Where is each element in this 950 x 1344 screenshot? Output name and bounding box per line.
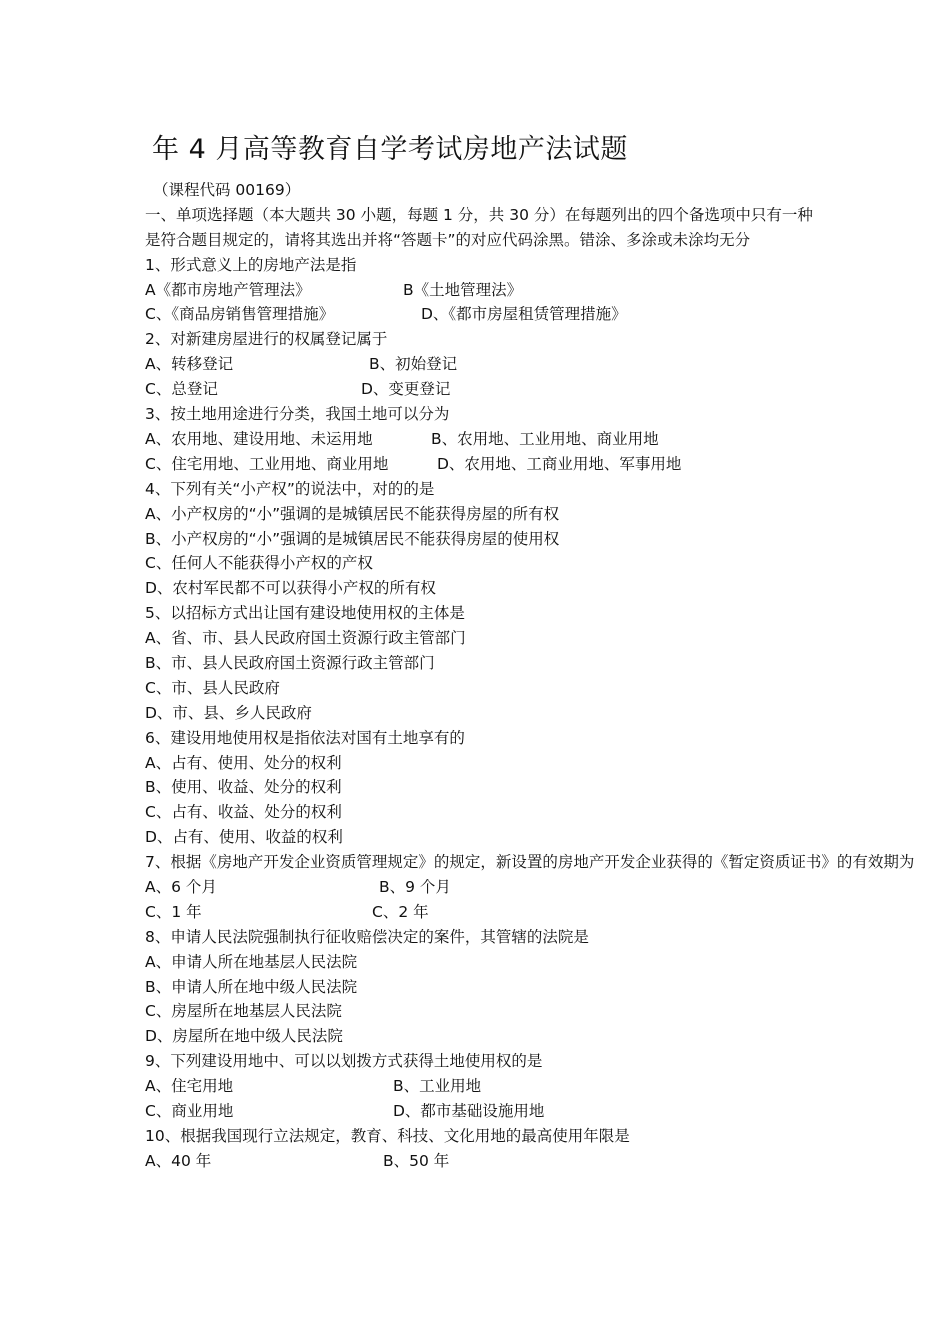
option-text: C、2 年 <box>372 902 429 921</box>
question-block <box>145 1124 815 1174</box>
question-block <box>145 726 815 850</box>
option-row <box>145 1074 815 1099</box>
option-row <box>145 975 815 1000</box>
question-block <box>145 477 815 601</box>
option-text: D、房屋所在地中级人民法院 <box>145 1027 343 1046</box>
question-stem: 2、对新建房屋进行的权属登记属于 <box>145 330 388 349</box>
option-row <box>145 1024 815 1049</box>
option-text: B、9 个月 <box>379 877 451 896</box>
option-text: A、转移登记 <box>145 355 234 374</box>
option-row <box>145 775 815 800</box>
option-row <box>145 278 815 303</box>
option-text: A、申请人所在地基层人民法院 <box>145 952 358 971</box>
option-text: B、工业用地 <box>393 1077 482 1096</box>
option-row <box>145 1149 815 1174</box>
option-text: C、商业用地 <box>145 1101 234 1120</box>
option-text: B、小产权房的“小”强调的是城镇居民不能获得房屋的使用权 <box>145 529 560 548</box>
option-text: A、6 个月 <box>145 877 217 896</box>
option-text: D、《都市房屋租赁管理措施》 <box>421 305 627 324</box>
option-text: C、总登记 <box>145 380 218 399</box>
question-stem: 7、根据《房地产开发企业资质管理规定》的规定，新设置的房地产开发企业获得的《暂定资质证书》的有效期为 <box>145 853 915 872</box>
question-stem: 9、下列建设用地中、可以以划拨方式获得土地使用权的是 <box>145 1052 543 1071</box>
option-text: B、农用地、工业用地、商业用地 <box>431 429 659 448</box>
question-block <box>145 601 815 725</box>
question-stem: 10、根据我国现行立法规定，教育、科技、文化用地的最高使用年限是 <box>145 1126 630 1145</box>
option-row <box>145 527 815 552</box>
option-row <box>145 452 815 477</box>
option-text: D、占有、使用、收益的权利 <box>145 828 343 847</box>
option-row <box>145 950 815 975</box>
option-row <box>145 900 815 925</box>
option-row <box>145 427 815 452</box>
option-row <box>145 352 815 377</box>
option-row <box>145 626 815 651</box>
option-text: B、初始登记 <box>369 355 458 374</box>
question-block <box>145 253 815 328</box>
option-text: A、农用地、建设用地、未运用地 <box>145 429 373 448</box>
option-text: A、占有、使用、处分的权利 <box>145 753 342 772</box>
question-stem: 5、以招标方式出让国有建设地使用权的主体是 <box>145 604 465 623</box>
page-title: 年 4 月高等教育自学考试房地产法试题 <box>152 134 628 165</box>
option-text: A《都市房地产管理法》 <box>145 280 311 299</box>
option-text: C、房屋所在地基层人民法院 <box>145 1002 342 1021</box>
option-text: D、市、县、乡人民政府 <box>145 703 312 722</box>
option-text: A、小产权房的“小”强调的是城镇居民不能获得房屋的所有权 <box>145 504 560 523</box>
option-text: A、省、市、县人民政府国土资源行政主管部门 <box>145 629 466 648</box>
option-text: B《土地管理法》 <box>403 280 523 299</box>
option-text: D、农用地、工商业用地、军事用地 <box>437 454 682 473</box>
question-block <box>145 850 915 925</box>
question-stem: 8、申请人民法院强制执行征收赔偿决定的案件，其管辖的法院是 <box>145 927 589 946</box>
option-row <box>145 875 815 900</box>
option-row <box>145 1099 815 1124</box>
option-text: C、住宅用地、工业用地、商业用地 <box>145 454 389 473</box>
option-text: C、1 年 <box>145 902 202 921</box>
section-header: 一、单项选择题（本大题共 30 小题，每题 1 分，共 30 分）在每题列出的四个备选项中只有一种是符合题目规定的，请将其选出并将“答题卡”的对应代码涂黑。错涂、多涂或未涂均无分 <box>145 205 813 249</box>
option-text: C、市、县人民政府 <box>145 678 280 697</box>
option-text: B、50 年 <box>383 1151 450 1170</box>
option-text: B、市、县人民政府国土资源行政主管部门 <box>145 653 435 672</box>
option-row <box>145 825 815 850</box>
question-list <box>145 253 915 1174</box>
option-text: A、40 年 <box>145 1151 212 1170</box>
question-stem: 4、下列有关“小产权”的说法中，对的的是 <box>145 479 435 498</box>
option-row <box>145 302 815 327</box>
exam-content <box>145 178 915 1174</box>
option-text: D、都市基础设施用地 <box>393 1101 545 1120</box>
option-row <box>145 502 815 527</box>
option-row <box>145 999 815 1024</box>
option-row <box>145 751 815 776</box>
question-block <box>145 1049 815 1124</box>
option-row <box>145 701 815 726</box>
option-text: C、任何人不能获得小产权的产权 <box>145 554 373 573</box>
question-block <box>145 327 815 402</box>
question-stem: 3、按土地用途进行分类，我国土地可以分为 <box>145 405 450 424</box>
question-block <box>145 402 815 477</box>
option-text: B、使用、收益、处分的权利 <box>145 778 342 797</box>
option-text: D、变更登记 <box>361 380 451 399</box>
option-row <box>145 676 815 701</box>
question-block <box>145 925 815 1049</box>
option-row <box>145 576 815 601</box>
question-stem: 1、形式意义上的房地产法是指 <box>145 255 357 274</box>
question-stem: 6、建设用地使用权是指依法对国有土地享有的 <box>145 728 465 747</box>
option-text: C、《商品房销售管理措施》 <box>145 305 335 324</box>
course-code: （课程代码 00169） <box>153 181 301 199</box>
option-row <box>145 800 815 825</box>
option-text: C、占有、收益、处分的权利 <box>145 803 342 822</box>
option-text: A、住宅用地 <box>145 1077 234 1096</box>
option-row <box>145 651 815 676</box>
option-row <box>145 551 815 576</box>
option-row <box>145 377 815 402</box>
option-text: D、农村军民都不可以获得小产权的所有权 <box>145 579 436 598</box>
option-text: B、申请人所在地中级人民法院 <box>145 977 358 996</box>
